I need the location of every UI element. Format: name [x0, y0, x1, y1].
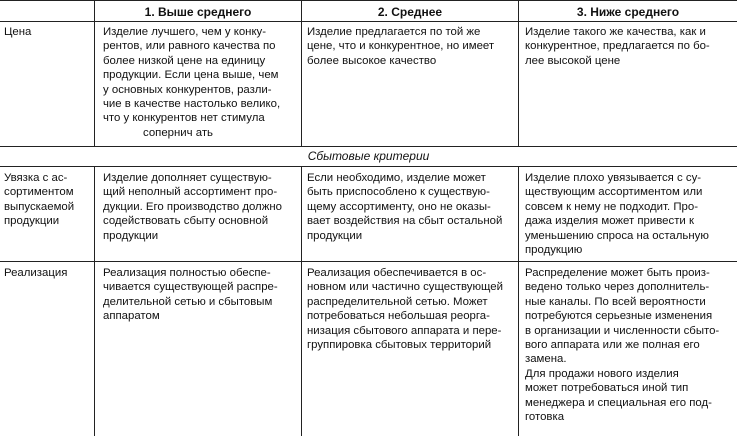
row-label: Реализация [4, 267, 68, 279]
table-line [0, 21, 737, 22]
row-label: Увязка с ас- сортиментом выпускаемой продукции [4, 172, 75, 228]
table-line [301, 166, 302, 436]
column-header: 1. Выше среднего [144, 5, 252, 19]
section-subheader: Сбытовые критерии [307, 149, 430, 163]
cell-text: Реализация полностью обеспе- чивается существующей распре- делительной сетью и сбытовым аппаратом [103, 267, 278, 323]
table-line [0, 166, 737, 167]
table-line [0, 146, 737, 147]
table-line [0, 0, 737, 1]
table-line [94, 166, 95, 436]
cell-text: Если необходимо, изделие может быть приспособлено к существую- щему ассортименту, оно не оказы- вает воздействия на сбыт остальной продукции [307, 172, 503, 242]
column-header: 3. Ниже среднего [576, 5, 680, 19]
cell-text: Изделие дополняет существую- щий неполный ассортимент про- дукции. Его производство должно содействовать сбыту основной продукции [103, 172, 282, 242]
cell-text: Изделие предлагается по той же цене, что и конкурентное, но имеет более высокое качество [307, 26, 495, 67]
table-line [301, 0, 302, 146]
cell-text: Изделие плохо увязывается с су- ществующим ассортиментом или совсем к нему не подходит. Про- дажа изделия может привести к уменьшению спроса на остальную продукцию [525, 172, 709, 257]
table-line [0, 261, 737, 262]
cell-text: Реализация обеспечивается в ос- новном или частично существующей распределительной сетью. Может потребоваться небольшая реорга- низация сбытового аппарата и пере- группировка сбытовых территорий [307, 267, 503, 352]
table-line [518, 166, 519, 436]
table-line [518, 0, 519, 146]
column-header: 2. Среднее [377, 5, 443, 19]
cell-text: Изделие лучшего, чем у конку- рентов, или равного качества по более низкой цене на единицу продукции. Если цена выше, чем у основных конкурентов, разли- чие в качестве настолько велико, что у конкурентов нет стимула сопернич ать [103, 26, 281, 139]
cell-text: Распределение может быть произ- ведено только через дополнитель- ные каналы. По всей вероятности потребуются серьезные изменения в организации и численности сбыто- вого аппарата или же полная его замена. Для продажи нового изделия может потребоваться иной тип менеджера и специальная его под- готовка [525, 267, 720, 424]
row-label: Цена [4, 26, 32, 38]
table-line [94, 0, 95, 146]
cell-text: Изделие такого же качества, как и конкурентное, предлагается по бо- лее высокой цене [525, 26, 710, 67]
